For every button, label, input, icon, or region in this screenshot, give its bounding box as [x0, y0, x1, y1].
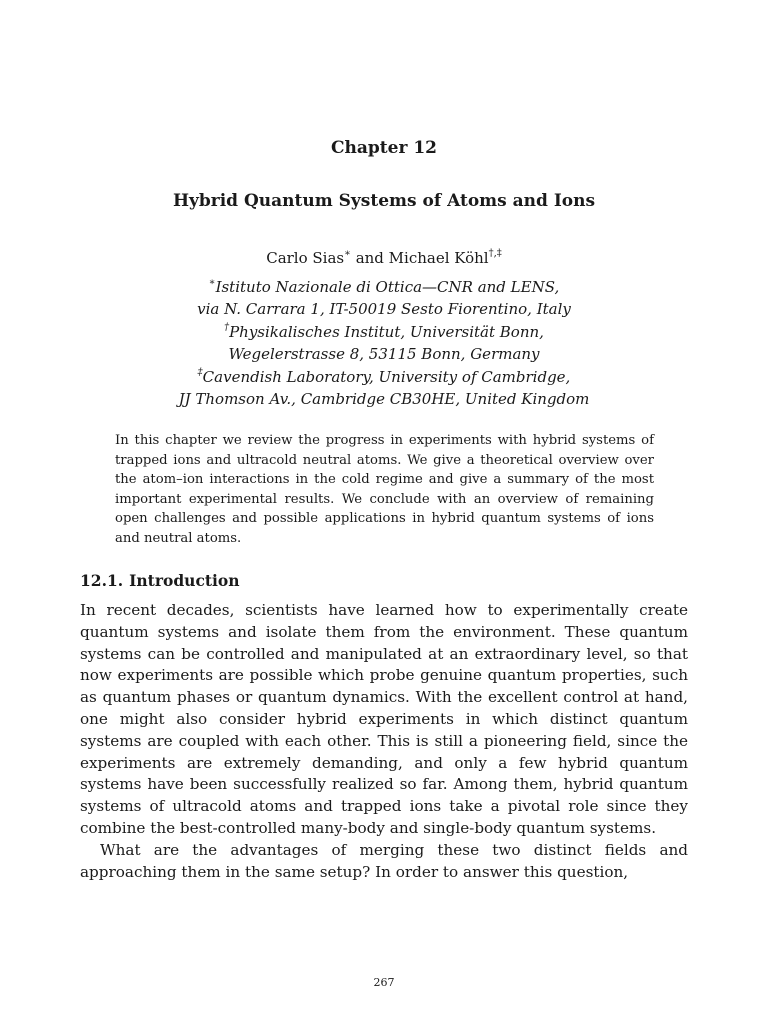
affiliation — [0, 276, 768, 320]
section-heading — [80, 571, 246, 590]
author-name: Michael Köhl — [388, 249, 489, 267]
body-paragraph: In recent decades, scientists have learned how to experimentally create quantum systems and isolate them from the environment. These quantum systems can be controlled and manipulated at an extraordinary level, so that now experiments are possible which probe genuine quantum properties, such as quantum phases or quantum dynamics. With the excellent control at hand, one might also consider hybrid experiments in which distinct quantum systems are coupled with each other. This is still a pioneering field, since the experiments are extremely demanding, and only a few hybrid quantum systems have been successfully realized so far. Among them, hybrid quantum systems of ultracold atoms and trapped ions take a pivotal role since they combine the best-controlled many-body and single-body quantum systems. — [80, 601, 688, 837]
affiliation-mark: † — [224, 322, 230, 333]
chapter-title: Hybrid Quantum Systems of Atoms and Ions — [172, 191, 596, 211]
affiliation — [0, 321, 768, 365]
affiliation-text: Istituto Nazionale di Ottica—CNR and LENS, — [215, 278, 560, 296]
affiliation-mark: ∗ — [208, 277, 216, 288]
affiliation-line: via N. Carrara 1, IT-50019 Sesto Fiorentino, Italy — [197, 300, 571, 318]
author-affiliation-mark: †,‡ — [488, 248, 502, 259]
affiliation-line — [0, 366, 768, 388]
author-conjunction: and — [350, 249, 389, 267]
affiliation-mark: ‡ — [197, 367, 203, 378]
affiliation-line: Wegelerstrasse 8, 53115 Bonn, Germany — [228, 345, 540, 363]
abstract: In this chapter we review the progress in experiments with hybrid systems of trapped ions and ultracold neutral atoms. We give a theoretical overview over the atom–ion interactions in the cold regime and give a summary of the most important experimental results. We conclude with an overview of remaining open challenges and possible applications in hybrid quantum systems of ions and neutral atoms. — [115, 433, 654, 546]
affiliation — [0, 366, 768, 410]
affiliation-line — [0, 276, 768, 298]
author-name: Carlo Sias — [266, 249, 345, 267]
author-affiliation-mark: ∗ — [344, 248, 351, 259]
section-number: 12.1. — [80, 571, 124, 590]
author-line — [0, 249, 768, 267]
body-text — [80, 600, 688, 883]
affiliation-text: Physikalisches Institut, Universität Bonn, — [229, 323, 544, 341]
affiliation-list — [0, 276, 768, 411]
affiliation-text: Cavendish Laboratory, University of Cambridge, — [202, 368, 571, 386]
affiliation-line — [0, 321, 768, 343]
section-title: Introduction — [129, 571, 240, 590]
page-number: 267 — [373, 976, 395, 989]
chapter-label: Chapter 12 — [331, 138, 437, 158]
affiliation-line: JJ Thomson Av., Cambridge CB30HE, United Kingdom — [178, 390, 590, 408]
body-paragraph: What are the advantages of merging these two distinct fields and approaching them in the same setup? In order to answer this question, — [80, 840, 688, 881]
